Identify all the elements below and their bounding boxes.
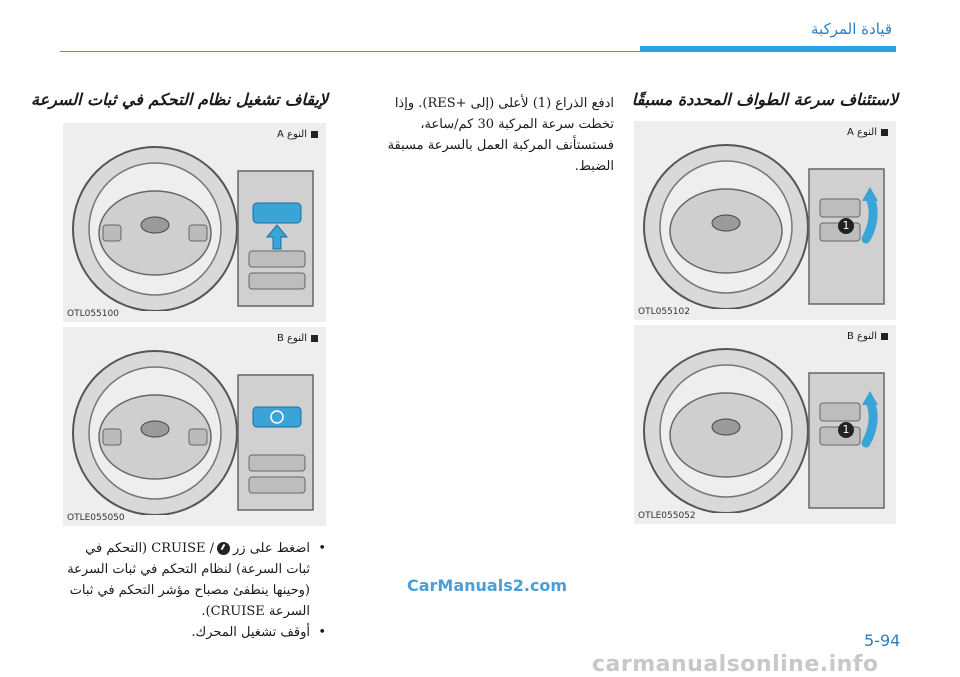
figure-type-b-left bbox=[63, 327, 326, 526]
square-bullet-icon bbox=[311, 335, 318, 342]
figure-type-b-right bbox=[634, 325, 896, 524]
square-bullet-icon bbox=[311, 131, 318, 138]
figure-type-label: النوع A bbox=[847, 127, 888, 138]
callout-number: 1 bbox=[838, 422, 854, 438]
right-section-title: لاستئناف سرعة الطواف المحددة مسبقًا bbox=[631, 90, 898, 109]
steering-wheel-illustration bbox=[634, 343, 896, 513]
instruction-list bbox=[60, 538, 326, 643]
cruise-control-icon bbox=[217, 542, 230, 555]
steering-wheel-illustration bbox=[634, 139, 896, 309]
figure-code: OTL055100 bbox=[67, 309, 119, 319]
figure-code: OTLE055052 bbox=[638, 511, 696, 521]
figure-type-a-left bbox=[63, 123, 326, 322]
left-section-title: لإيقاف تشغيل نظام التحكم في ثبات السرعة bbox=[30, 90, 328, 109]
figure-code: OTLE055050 bbox=[67, 513, 125, 523]
chapter-title: قيادة المركبة bbox=[811, 20, 892, 38]
figure-type-label: النوع A bbox=[277, 129, 318, 140]
square-bullet-icon bbox=[881, 333, 888, 340]
steering-wheel-illustration bbox=[63, 345, 326, 515]
figure-type-a-right bbox=[634, 121, 896, 320]
page-number: 5-94 bbox=[864, 631, 901, 650]
list-item: • اضغط على زر/ CRUISE (التحكم في ثبات السرعة) لنظام التحكم في ثبات السرعة (وحينها ينطفئ مصباح مؤشر التحكم في ثبات السرعة CRUISE). bbox=[60, 538, 326, 622]
figure-type-label: النوع B bbox=[277, 333, 318, 344]
steering-wheel-illustration bbox=[63, 141, 326, 311]
square-bullet-icon bbox=[881, 129, 888, 136]
footer-watermark: carmanualsonline.info bbox=[592, 652, 879, 677]
figure-type-label: النوع B bbox=[847, 331, 888, 342]
callout-number: 1 bbox=[838, 218, 854, 234]
resume-instructions: ادفع الذراع (1) لأعلى (إلى +RES). وإذا تخطت سرعة المركبة 30 كم/ساعة، فستستأنف المركبة العمل بالسرعة مسبقة الضبط. bbox=[387, 96, 614, 174]
watermark-link[interactable]: CarManuals2.com bbox=[407, 576, 568, 595]
header-rule bbox=[60, 51, 896, 52]
figure-code: OTL055102 bbox=[638, 307, 690, 317]
list-item: • أوقف تشغيل المحرك. bbox=[60, 622, 326, 643]
